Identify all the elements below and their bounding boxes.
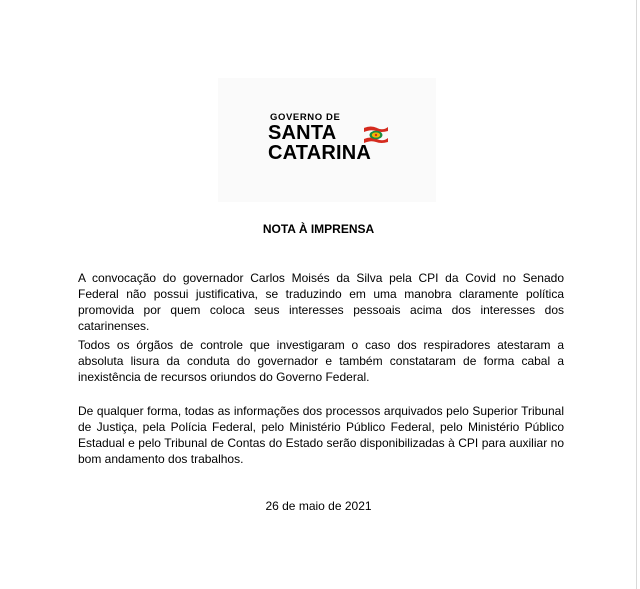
paragraph-3: De qualquer forma, todas as informações dos processos arquivados pelo Superior Tribunal de Justiça, pela Polícia Federal, pelo Ministério Público Federal, pelo Ministério Público Estadual e pelo Tribunal de Contas do Estado serão disponibilizadas à CPI para auxiliar no bom andamento dos trabalhos. [78, 404, 564, 466]
logo-line-santa: SANTA [268, 122, 337, 144]
governo-santa-catarina-logo [268, 110, 398, 166]
paragraph-2: Todos os órgãos de controle que investigaram o caso dos respiradores atestaram a absoluta lisura da conduta do governador e também constataram de forma cabal a inexistência de recursos oriundos do Governo Federal. [78, 338, 564, 384]
logo-line-governo-de: GOVERNO DE [270, 112, 341, 123]
paragraph-1: A convocação do governador Carlos Moisés da Silva pela CPI da Covid no Senado Federal não possui justificativa, se traduzindo em uma manobra claramente política promovida por quem coloca seus interesses pessoais acima dos interesses dos catarinenses. [78, 271, 564, 333]
document-date: 26 de maio de 2021 [265, 499, 372, 513]
santa-catarina-flag-icon [363, 124, 389, 146]
page-title: NOTA À IMPRENSA [262, 222, 375, 236]
logo-line-catarina: CATARINA [268, 142, 372, 164]
